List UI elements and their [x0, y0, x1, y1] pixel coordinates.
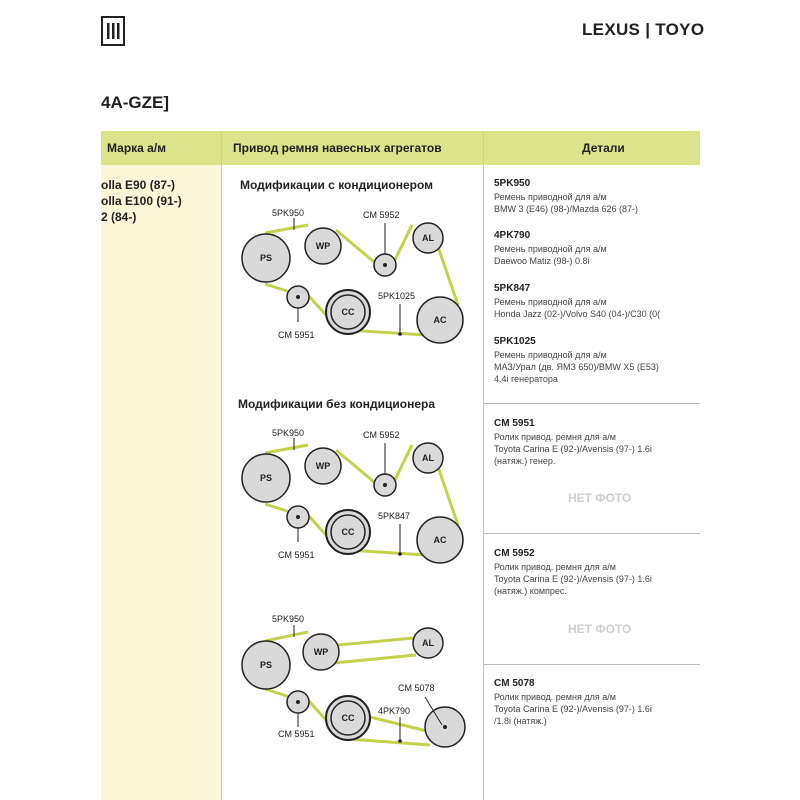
belt-segment	[265, 689, 290, 697]
belt-label: 4PK790	[378, 706, 411, 716]
no-photo-placeholder: НЕТ ФОТО	[568, 491, 632, 505]
al-pulley-label: AL	[422, 233, 434, 243]
make-item: olla E90 (87-)	[101, 178, 176, 192]
belt-code: 5PK1025	[494, 336, 536, 347]
tensioner-label: CM 5078	[398, 683, 435, 693]
belt-segment	[265, 632, 308, 641]
belt-desc: BMW 3 (E46) (98-)/Mazda 626 (87-)	[494, 204, 639, 214]
roller-desc: Toyota Carina E (92-)/Avensis (97-) 1.6i	[494, 704, 652, 714]
belt-segment	[308, 700, 326, 720]
belt-label: 5PK950	[272, 208, 305, 218]
belt-code: 5PK950	[494, 178, 531, 189]
belt-code: 5PK847	[494, 283, 531, 294]
tensioner-label: CM 5951	[278, 550, 315, 560]
ac-pulley-label: AC	[433, 535, 447, 545]
cc-pulley-label: CC	[341, 713, 355, 723]
tensioner-label: CM 5951	[278, 330, 315, 340]
ps-pulley-label: PS	[259, 660, 273, 670]
belt-label: 5PK847	[378, 511, 411, 521]
column-divider	[221, 131, 222, 800]
cc-pulley-label: CC	[341, 307, 355, 317]
roller-desc: Ролик привод. ремня для а/м	[494, 692, 616, 702]
al-pulley-label: AL	[422, 638, 434, 648]
leader-dot	[398, 332, 402, 336]
header-details-label: Детали	[582, 141, 625, 155]
brand-title: LEXUS | TOYO	[582, 20, 705, 39]
cc-pulley-label: CC	[341, 527, 355, 537]
tensioner-label: CM 5951	[278, 729, 315, 739]
roller-desc: Toyota Carina E (92-)/Avensis (97-) 1.6i	[494, 444, 652, 454]
belt-segment	[338, 638, 414, 645]
roller-desc: Toyota Carina E (92-)/Avensis (97-) 1.6i	[494, 574, 652, 584]
header-make-label: Марка а/м	[107, 141, 167, 155]
pulley-axle	[296, 700, 300, 704]
header-drive	[222, 131, 483, 165]
pulley-axle	[296, 295, 300, 299]
header-drive-label: Привод ремня навесных агрегатов	[233, 141, 442, 155]
engine-code: 4A-GZE]	[101, 93, 169, 112]
roller-code: CM 5951	[494, 418, 535, 429]
wp-pulley-label: WP	[313, 647, 329, 657]
belt-desc: Honda Jazz (02-)/Volvo S40 (04-)/C30 (0(	[494, 309, 661, 319]
belt-segment	[336, 450, 380, 487]
pulley-axle	[383, 263, 387, 267]
ac-pulley-label: AC	[433, 315, 447, 325]
column-divider	[483, 131, 484, 800]
header-details	[484, 131, 700, 165]
make-item: 2 (84-)	[101, 210, 137, 224]
tensioner-label: CM 5952	[363, 430, 400, 440]
roller-desc: /1.8i (натяж.)	[494, 716, 547, 726]
pulley-axle	[443, 725, 447, 729]
roller-code: CM 5952	[494, 548, 535, 559]
belt-desc: Ремень приводной для а/м	[494, 350, 607, 360]
tensioner-label: CM 5952	[363, 210, 400, 220]
belt-diagram-ac	[230, 200, 480, 350]
belt-segment	[265, 225, 308, 233]
row-divider	[484, 664, 700, 665]
roller-desc: Ролик привод. ремня для а/м	[494, 562, 616, 572]
leader-dot	[398, 739, 402, 743]
belt-diagram-no-ac	[230, 420, 480, 570]
belt-label: 5PK1025	[378, 291, 416, 301]
belt-segment	[265, 445, 308, 453]
wp-pulley-label: WP	[315, 241, 331, 251]
belt-segment	[265, 504, 290, 512]
belt-diagram-alt	[230, 605, 480, 755]
ps-pulley-label: PS	[259, 473, 273, 483]
belt-segment	[334, 655, 416, 663]
roller-desc: (натяж.) компрес.	[494, 586, 567, 596]
belt-segment	[336, 230, 380, 267]
belt-desc: Ремень приводной для а/м	[494, 244, 607, 254]
no-photo-placeholder: НЕТ ФОТО	[568, 622, 632, 636]
roller-desc: Ролик привод. ремня для а/м	[494, 432, 616, 442]
diagram-title: Модификации с кондиционером	[240, 178, 433, 192]
belt-desc: Daewoo Matiz (98-) 0.8i	[494, 256, 590, 266]
header-make	[101, 131, 221, 165]
belt-desc: Ремень приводной для а/м	[494, 192, 607, 202]
belt-segment	[308, 515, 326, 535]
belt-code: 4PK790	[494, 230, 531, 241]
brand-logo-icon	[101, 16, 125, 46]
belt-desc: МАЗ/Урал (дв. ЯМЗ 650)/BMW X5 (E53)	[494, 362, 659, 372]
al-pulley-label: AL	[422, 453, 434, 463]
belt-label: 5PK950	[272, 428, 305, 438]
roller-code: CM 5078	[494, 678, 535, 689]
belt-segment	[308, 295, 326, 315]
make-item: olla E100 (91-)	[101, 194, 182, 208]
belt-desc: 4.4i генератора	[494, 374, 558, 384]
pulley-axle	[383, 483, 387, 487]
wp-pulley-label: WP	[315, 461, 331, 471]
ps-pulley-label: PS	[259, 253, 273, 263]
belt-segment	[265, 284, 290, 292]
roller-desc: (натяж.) генер.	[494, 456, 556, 466]
diagram-title: Модификации без кондиционера	[238, 397, 435, 411]
belt-desc: Ремень приводной для а/м	[494, 297, 607, 307]
row-divider	[484, 533, 700, 534]
pulley-axle	[296, 515, 300, 519]
belt-label: 5PK950	[272, 614, 305, 624]
row-divider	[484, 403, 700, 404]
make-column	[101, 165, 221, 800]
belt-segment	[348, 739, 430, 745]
leader-dot	[398, 552, 402, 556]
